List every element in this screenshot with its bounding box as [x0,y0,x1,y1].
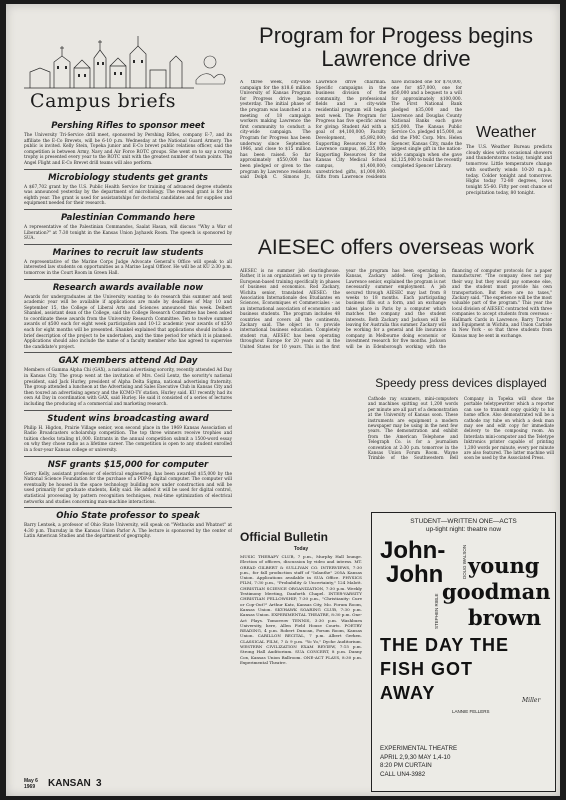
speedy-header [368,376,554,396]
ad-title-line: THE DAY THE [380,635,510,655]
ad-curtain: 8:20 PM CURTAIN [380,762,432,769]
bulletin-title: Official Bulletin [240,530,329,544]
divider [24,352,232,353]
weather-box [466,122,552,232]
ad-phone: CALL UN4-3982 [380,770,426,778]
brief-headline: Ohio State professor to speak [56,511,200,522]
brief-body: The University Tri-Service drill meet, sponsored by Pershing Rifles, company E-7, and its affiliate the E-Co Brevets, will be 6-10 p.m. Wednesday at the National Guard Armory. The public is invited. Kelly Stein, Topeka junior and E-Co brevet public relations officer, said the competition is between Army, Navy and Air Force ROTC groups. She went on to say a roving trophy is presented every year to the ROTC unit with the greatest number of team points. The Angel Flight and E-Co Brevet drill teams will also perform. [24,133,232,166]
paper-name: KANSAN [48,778,91,789]
brief-body: Philip H. Higdon, Prairie Village senior, won second place in the 1969 Kansas Association of Radio Broadcasters scholarship competition. The top three winners receive trophies and tuition checks totaling $1,000. Entrants in the annual competition submit a 1500-word essay on why they chose radio as a lifetime career. The competition is open to any student enrolled in a four-year Kansas college or university. [24,425,232,453]
brief-article [24,283,232,351]
bulletin-body: MUSIC THERAPY CLUB, 7 p.m., Murphy Hall lounge. Election of officers, discussion by video and interns. MT. OREAD GILBERT & SULLIVAN CO. INTERVIEWS, 7:30 p.m., for fall production staff of "Iolanthe" 205A Kansas Union. Applications available in SUA Office. PHYSICS FILM, 7:30 p.m., "Probability & Uncertainty," 124 Malott. CHRISTIAN SCIENCE ORGANIZATION, 7:30 p.m. Weekly Testimony Meeting, Danforth Chapel. INTER-VARSITY CHRISTIAN FELLOWSHIP, 7:30 p.m., "Christianity: Cure or Cop-Out?" Arthur Katz, Kansas City, Mo. Forum Room, Kansas Union. SKYHAWK SOARING CLUB, 7:30 p.m. Kansas Union. EXPERIMENTAL THEATRE, 8:30 p.m. One-Act Plays. Tomorrow TENNIS, 3:30 p.m. Washburn University, here, Allen Field House Courts. POETRY READING, 4 p.m. Robert Duncan, Forum Room, Kansas Union. CARILLON RECITAL, 7 p.m. Albert Gerken. CLASSICAL FILM, 7 & 9 p.m. "Yo Yo," Dyche Auditorium. WESTERN CIVILIZATION EXAM REVIEW, 7:15 p.m. Strong Hall Auditorium. SUA CONCERT, 8 p.m. Danny Cox, Kansas Union Ballroom. ONE-ACT PLAYS, 8:30 p.m. Experimental Theatre. [240,554,362,665]
brief-article [24,173,232,207]
ad-credit: LANNIE FELLERS [452,709,490,714]
aiesec-body: AIESEC is no summer job clearinghouse. Rather, it is an organization set up to provide European-based training specifically in phases of business and economics. Rod Zackary, Wichita senior, translated AIESEC: the Association Internationale des Etudiantes en Sciences, Economiques et Commerciales - as an international association of economics and business students. The program includes 48 countries and covers all the continents, Zackary said. The object is to provide international business education. Completely student run, AIESEC has been operating throughout Europe for 20 years and in the United States for 10 years. This is the first year the program has been operating in Kansas, Zackary added. Greg Jackson, Lawrence senior, explained the program is not necessarily summer employment. A job secured through AIESEC may last from 8 weeks to 18 months. Each participating business fills out a form, and an exchange takes place in Paris by a computer which matches the company and the student interests. Both Zackary and Jackson will be leaving for Australia this summer. Zackary will be working for a general and life insurance company in Melbourne doing economic or investment research for five months. Jackson will be in Edenborough working with the financing of computer protocols for a paper manufacturer. "The company does not pay their way, but they would pay someone else, and the student must provide his own transportation. But there are no taxes," Zackary said. "The experience will be the most valuable part of the program." This year the local division of AIESEC contracted with three companies to accept students from overseas - Hallmark Cards in Lawrence, Barry Tractor and Equipment in Wichita, and Union Carbide in New York - so that three students from Kansas may be sent in exchange. [240,268,552,349]
theatre-advertisement [371,512,556,792]
ad-credit: DOUG WALSON [462,544,467,579]
progress-headline: Program for Progess begins Lawrence drive [259,23,533,71]
divider [24,169,232,170]
ad-header [372,518,555,534]
brief-headline: Palestinian Commando here [60,212,196,223]
divider [24,279,232,280]
speedy-headline: Speedy press devices displayed [375,376,547,390]
brief-article [24,414,232,454]
brief-article [24,511,232,540]
official-bulletin [240,530,362,792]
divider [24,410,232,411]
brief-article [24,248,232,277]
page-footer [24,778,224,792]
progress-body: A three week, city-wide campaign for the $18.6 million University of Kansas Program for Progress drive began yesterday. The initial phase of the program was launched at a meeting of 18 campaign workers making Lawrence the first community to conduct a city-wide campaign. The Program for Progress has been underway since September, 1966, and close to $15 million has been raised. So far approximately $550,000 has been pledged or given to the program by Lawrence residents said Dolph C. Simons Jr., Lawrence drive chairman. Specific campaigns in the business division of the community, the professional fields and a city-wide residential program will begin next week. The Program for Progress has five specific areas for giving: Student Aid with a goal of $4,100,000; Faculty Development, $5,892,000; Supporting Resources for the Lawrence campus, $6,225,000; Supporting Resources for the Kansas City Medical School campus, $1,400,000; unrestricted gifts, $1,000,000. Gifts from Lawrence residents have included one for $78,000, one for $57,000, one for $50,000 and a bequest to a will for approximately $100,000. The First National Bank pledged $35,000 and the Lawrence and Douglas County National Banks each gave $25,000. The Kansas Public Service Co. pledged $15,000, as did the FMC Corp. Mrs. Helen Spencer, Kansas City, made the largest single gift in the nation-wide campaign when she gave $2,125,000 to build the recently completed Spencer Library. [240,80,462,181]
weather-body: The U.S. Weather Bureau predicts cloudy skies with occasional showers and thunderstorms today, tonight and tomorrow. Little temperature change with southerly winds 10-20 m.p.h. today. Colder tonight and tomorrow. Highs today 72-80 degrees, lows tonight 55-60. Fifty per cent chance of precipitation today, 80 tonight. [466,145,552,196]
ad-venue: EXPERIMENTAL THEATRE [380,745,458,752]
divider [24,507,232,508]
newspaper-page [6,4,560,796]
brief-headline: Microbiology students get grants [48,172,208,183]
brief-headline: Research awards available now [52,282,204,293]
speedy-body-columns [368,396,554,508]
ad-footer [380,745,500,779]
brief-article [24,213,232,242]
ad-title-line: brown [468,605,542,630]
brief-body: A $67,702 grant by the U.S. Public Health Service for training of advanced degree students was announced yesterday by the department of microbiology. The renewal grant is for the eighth year. The grant is used for assistantships for doctoral candidates and for supplies and equipment needed for their research. [24,184,232,207]
brief-article [24,460,232,506]
ad-title-line: John- [380,537,446,564]
weather-title: Weather [476,124,537,141]
brief-body: Awards for undergraduates at the University wanting to do research this summer and next academic year will be available if applications are made by deadlines of May 10 and September 15, the College of Liberal Arts and Sciences announced this week. Delbert Shankel, assistant dean of the College, said the College Research Committee has been asked to coordinate these awards from the University Research Committee. Ten to twelve summer awards of $500 each for eight week participation and 10-12 academic year awards of $250 each for eight months will be presented. Shankel explained that applications should include a brief description of the project to be undertaken, and the time period for which it is planned. Applications should also include the name of a faculty member who has agreed to supervise the candidate's project. [24,294,232,350]
issue-date: May 6 1969 [24,778,38,790]
ad-title-line: goodman [442,579,551,604]
ad-title-line: John [386,561,444,588]
ad-title-line: AWAY [380,683,436,703]
brief-headline: NSF grants $15,000 for computer [47,459,209,470]
ad-header-line: STUDENT—WRITTEN ONE—ACTS [410,518,517,525]
campus-briefs-column [24,118,232,774]
brief-body: A representative of the Marine Corps Judge Advocate General's Office will speak to all interested law students on opportunities as a Marine Legal Officer. He will be at KU 2:30 p.m. tomorrow in the Court Room in Green Hall. [24,259,232,276]
campus-briefs-header [24,32,229,116]
bulletin-day: Today [293,546,309,552]
aiesec-header [240,236,552,268]
divider [24,456,232,457]
progress-body-columns [240,80,462,232]
brief-headline: Pershing Rifles to sponsor meet [51,121,205,131]
divider [24,209,232,210]
campus-briefs-title: Campus briefs [30,90,176,112]
brief-body: Gerry Kelly, assistant professor of electrical engineering, has been awarded $15,000 by the National Science Foundation for the purchase of a PDP-9 digital computer. The computer will eventually be housed in the space technology building now under construction and will be used primarily for graduate students, Kelly said. He added it will be used for digital control, statistical processing by pattern recognition techniques, real-time optimization of electrical networks and studies concerning man-machine interactions. [24,471,232,505]
ad-signature: Miller [522,697,541,704]
brief-body: A representative of the Palestinian Commandos, Saalat Hasan, will discuss "Why a War of Liberation?" at 7:30 tonight in the Kansas Union Jayhawk Room. The speech is sponsored by SUA. [24,224,232,242]
ad-dates: APRIL 2,9,30 MAY 1,4-10 [380,753,451,761]
aiesec-headline: AIESEC offers overseas work [257,236,535,259]
brief-headline: Marines to recruit law students [52,247,204,258]
ad-title-line: young [468,553,540,578]
aiesec-body-columns [240,268,552,360]
speedy-body: Cathode ray scanners, mini-computers and machines spitting out 1,200 words per minute are all part of a demonstration at the University of Kansas soon. These instruments are equipment a modern newspaper may be using in the next few years. The demonstration and exhibit from the American Telephone and Telegraph Co. is for a journalism convention at 2:30 p.m. tomorrow in the Kansas Union Forum Room. Wayne Trimble of the Southwestern Bell Company in Topeka will show the portable teletypewriter which a reporter can use to transmit copy quickly to his home office. Also demonstrated will be a cathode ray tube on which a desk man may see and edit copy for immediate delivery to the composing room. An Interdata mini-computer and the Teletype Inktronics printer capable of printing 1,200 words per minute, every per minute are also featured. The latter machine will soon be used by the Associated Press. [368,396,554,461]
ad-credit: STEPHEN RIBLE [434,593,439,629]
brief-article [24,121,232,167]
divider [24,244,232,245]
ad-subheader: up-tight night: theatre now [425,526,502,533]
brief-article [24,356,232,407]
brief-body: Barry Lentsek, a professor of Ohio State University, will speak on "Wetbacks and Whatnot" at 4:30 p.m. Thursday in the Kansas Union Parlor A. The lecture is sponsored by the center of Latin American Studies and the department of geography. [24,523,232,540]
page-number: 3 [96,778,102,789]
ad-title-line: FISH GOT [380,659,473,679]
brief-body: Members of Gamma Alpha Chi (GAX), a national advertising sorority, recently attended Ad Day in Kansas City. The group went at the invitation of Mrs. Cecil Lentz, the sorority's national president, said Jack Hurley, president of Alpha Delta Sigma, national advertising fraternity. The group attended a luncheon at the Advertising and Sales Executive Club in Kansas City and then toured an advertising agency and the KCMO-TV station, Hurley said. KU recently had its own Ad Day in coordination with GAX, said Hurley. He said it consisted of a series of lectures including the producing of a commercial and marketing research. [24,368,232,407]
brief-headline: Student wins broadcasting award [47,413,209,424]
brief-headline: GAX members attend Ad Day [58,356,198,367]
